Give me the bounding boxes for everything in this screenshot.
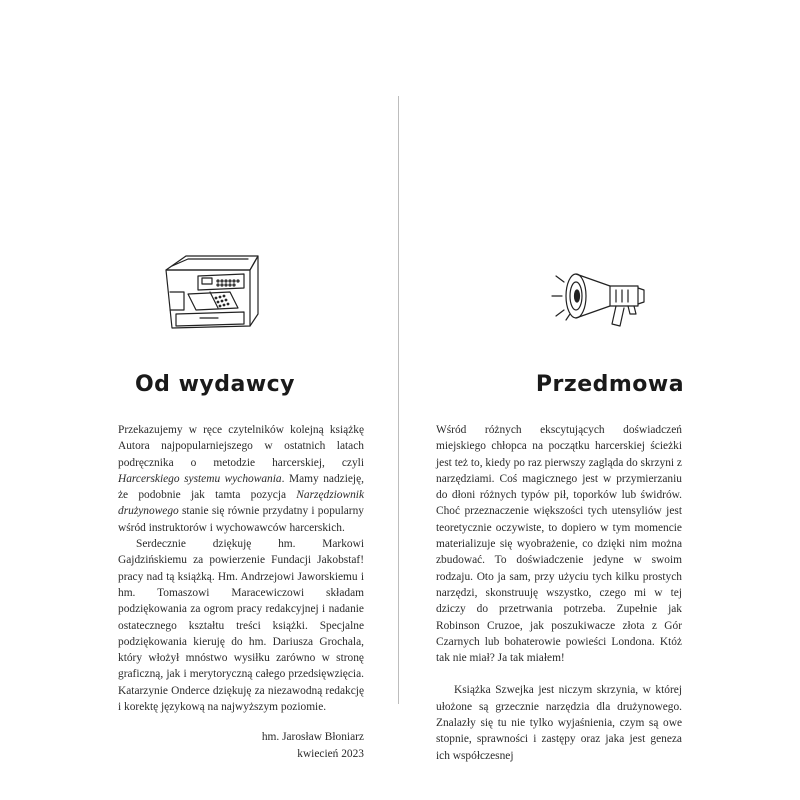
page-title: Od wydawcy	[134, 372, 296, 397]
book-title: Harcerskiego systemu wychowania	[118, 472, 282, 485]
signature-block	[118, 729, 364, 762]
paragraph: Wśród różnych ekscytujących doświadczeń miejskiego chłopca na początku harcerskiej ścieżki jest też to, kiedy po raz pierwszy zagląda do skrzyni z narzędziami. Coś magicznego jest w przymierzaniu do dłoni różnych typów pił, toporków lub świdrów. Choć przeznaczenie większości tych utensyliów jest teoretycznie oczywiste, to dopiero w tym momencie materializuje się wyobrażenie, co dzięki nim można zbudować. To doświadczenie jedyne w swoim rodzaju. Oto ja sam, przy użyciu tych kilku prostych narzędzi, skonstruuję wszystko, czego mi w tej dziczy do przetrwania potrzeba. Zupełnie jak Robinson Cruzoe, jak poszukiwacze złota z Gór Czarnych lub bohaterowie powieści Londona. Któż tak nie miał? Ja tak miałem!	[436, 424, 682, 665]
paragraph	[118, 422, 364, 536]
paragraph: Serdecznie dziękuję hm. Markowi Gajdzińskiemu za powierzenie Fundacji Jakobstaf! pracy nad tą książką. Hm. Andrzejowi Jaworskiemu i hm. Tomaszowi Maracewiczowi składam podziękowania za ogrom pracy redakcyjnej i nadanie ostatecznego kształtu treści książki. Specjalne podziękowania kieruję do hm. Dariusza Grochala, który włożył mnóstwo wysiłku zarówno w stronę graficzną, jak i merytoryczną całego przedsięwzięcia. Katarzynie Onderce dziękuję za niezawodną redakcję i korektę językową na najwyższym poziomie.	[118, 538, 364, 714]
signature-date: kwiecień 2023	[297, 747, 364, 760]
page-gutter	[398, 96, 399, 704]
preface	[436, 422, 682, 764]
signature-name: hm. Jarosław Błoniarz	[261, 731, 364, 744]
paragraph: Książka Szwejka jest niczym skrzynia, w której ułożone są grzecznie narzędzia dla drużynowego. Znalazły się tu nie tylko wyjaśnienia, czym są owe stopnie, sprawności i zastępy oraz jaka jest geneza ich współczesnej	[436, 684, 682, 762]
publisher-note	[118, 422, 364, 762]
text-run: Przekazujemy w ręce czytelników kolejną książkę Autora najpopularniejszego w ostatnich latach podręcznika o metodzie harcerskiej, czyli	[118, 424, 364, 469]
page-title: Przedmowa	[535, 372, 685, 397]
text-run: . Mamy nadzieję, że podobnie jak tamta pozycja	[118, 472, 365, 502]
copier-icon	[158, 248, 268, 338]
text-run: stanie się równie przydatny i popularny wśród instruktorów i wychowawców harcerskich.	[118, 505, 364, 534]
megaphone-icon	[550, 262, 650, 342]
book-title: Narzędziownik drużynowego	[118, 489, 364, 518]
